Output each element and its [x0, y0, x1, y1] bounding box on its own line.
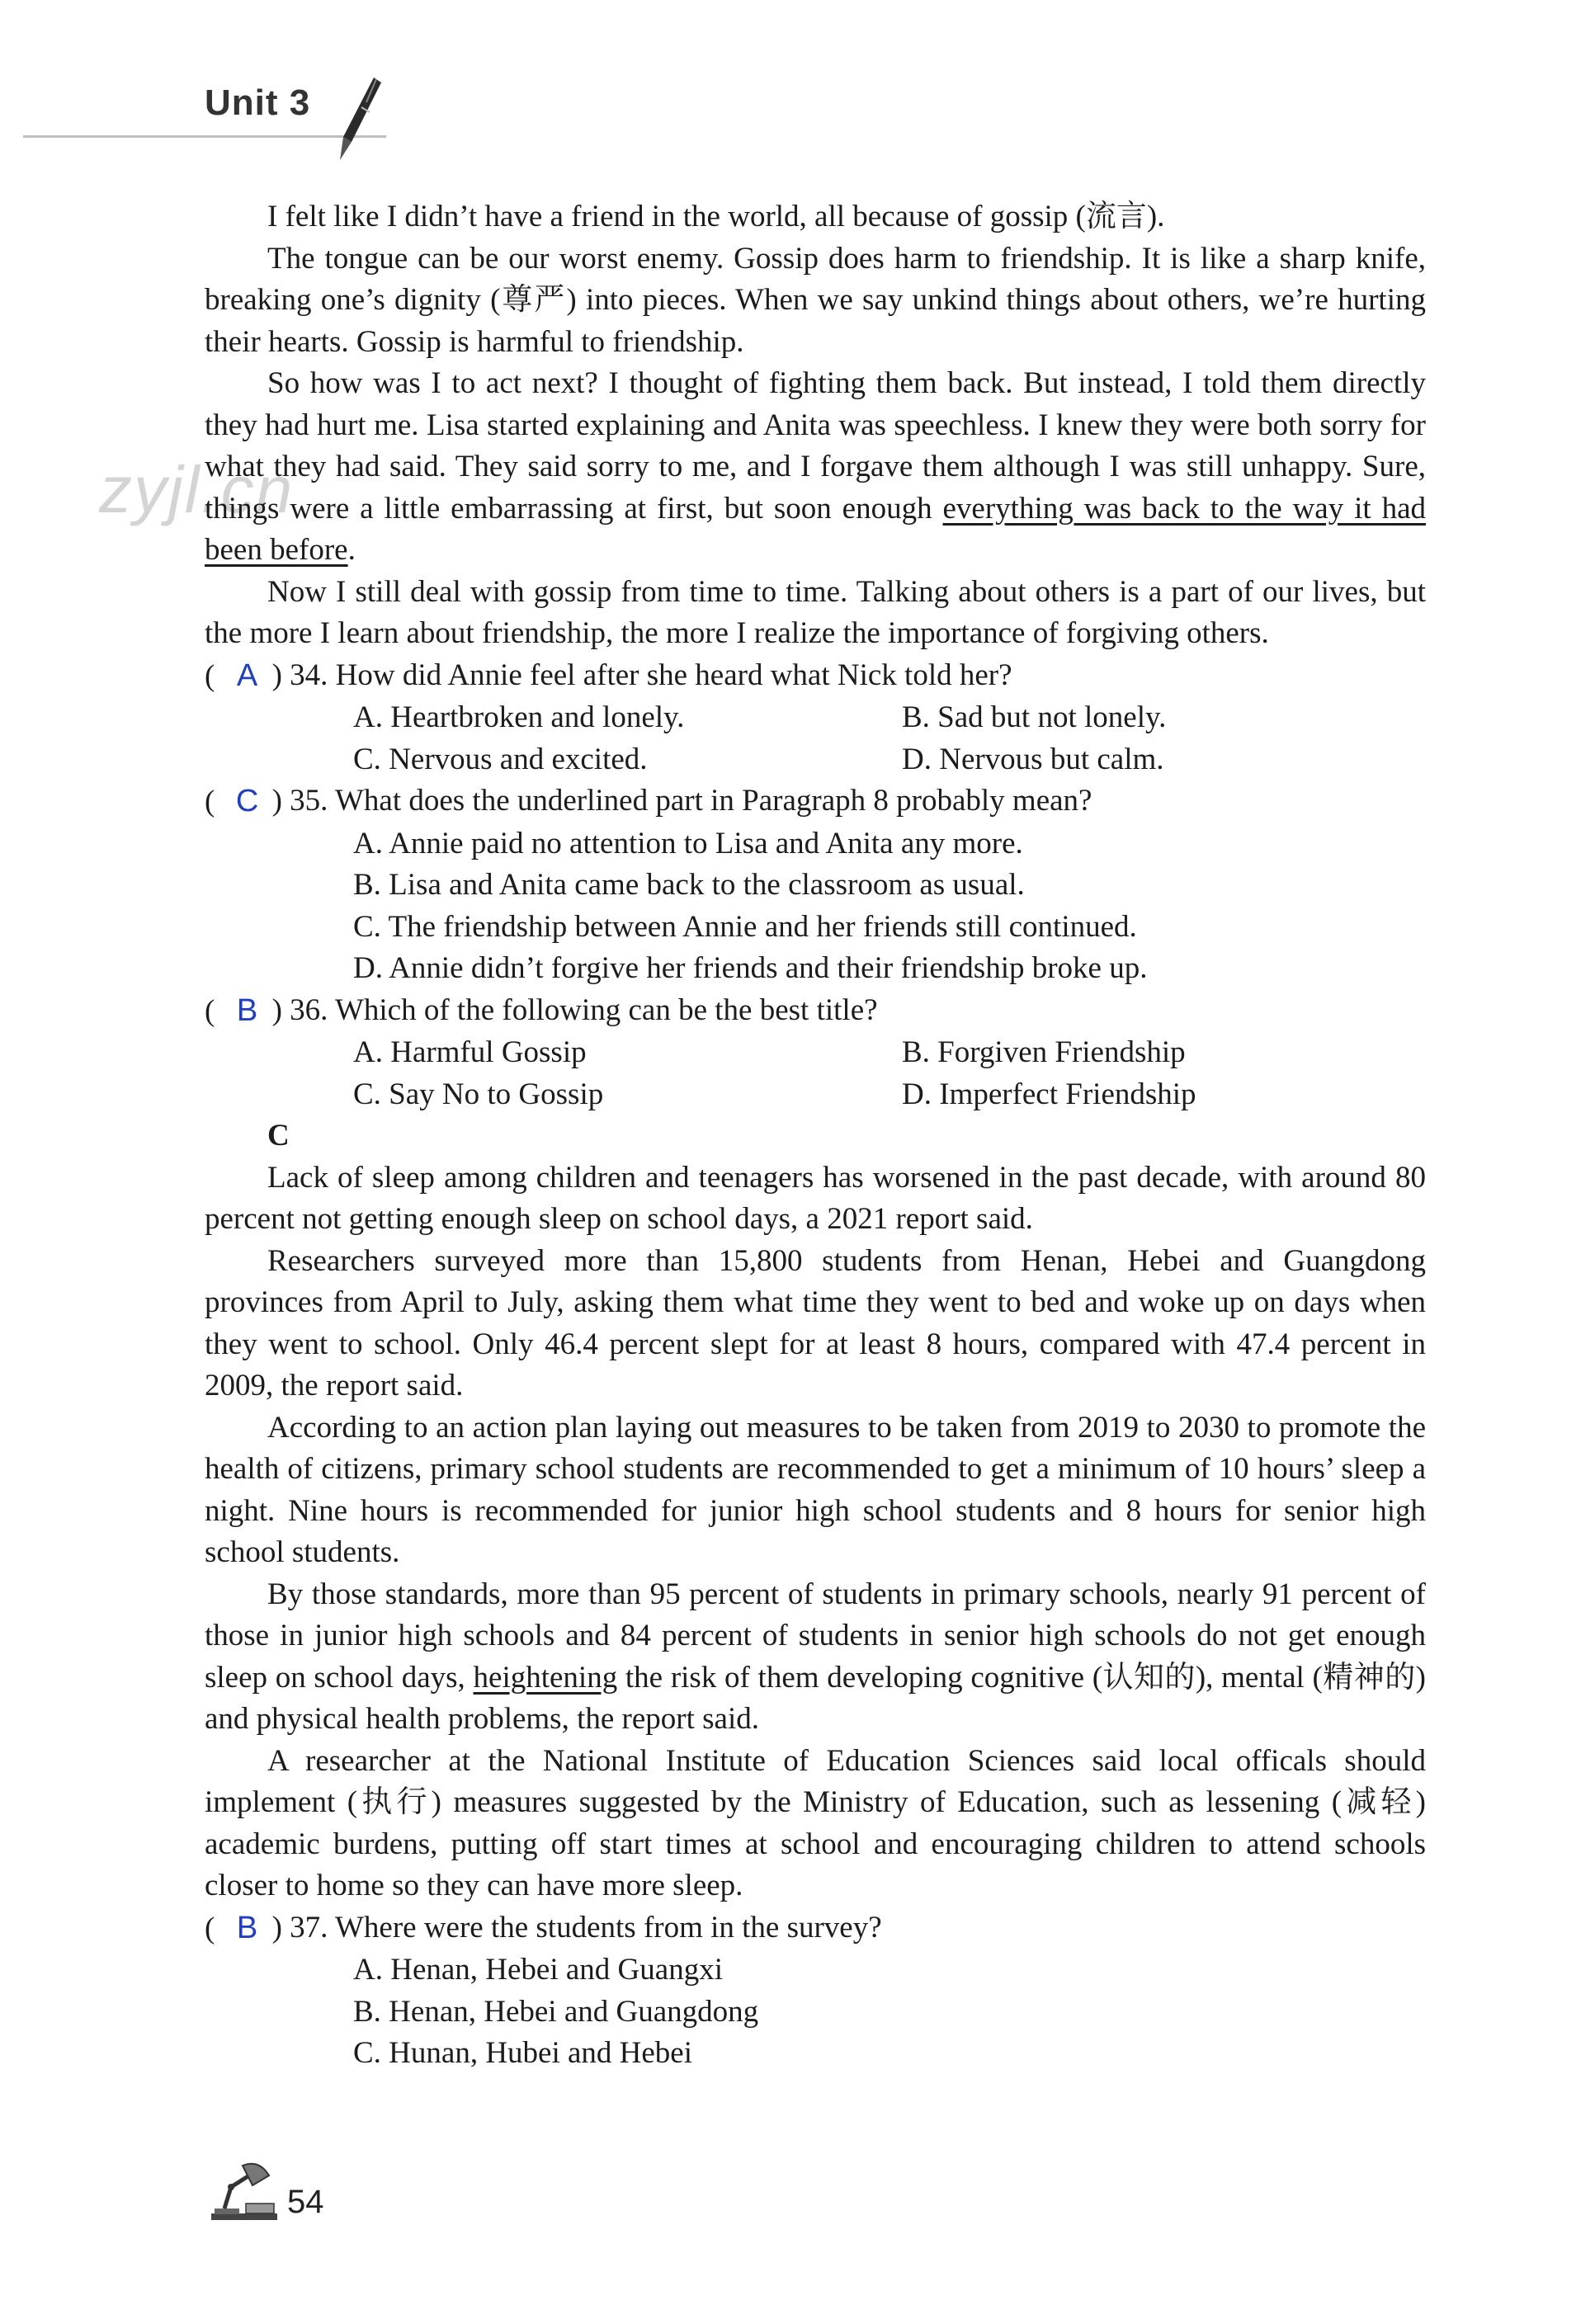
underlined-phrase: everything was back to the way it had been before: [205, 491, 1427, 567]
paragraph-text: By those standards, more than 95 percent of students in primary schools, nearly 91 percent of those in junior high schools and 84 percent of students in senior high schools do not get enough sleep on school days,: [205, 1577, 1426, 1695]
paragraph: [205, 363, 1426, 572]
paragraph: Lack of sleep among children and teenagers has worsened in the past decade, with around 80 percent not getting enough sleep on school days, a 2021 report said.: [205, 1160, 1426, 1236]
answer-bracket: ( C: [205, 780, 272, 823]
option: D. Annie didn’t forgive her friends and their friendship broke up.: [353, 951, 1148, 985]
paragraph: According to an action plan laying out measures to be taken from 2019 to 2030 to promote the health of citizens, primary school students are recommended to get a minimum of 10 hours’ sleep a night. Nine hours is recommended for junior high school students and 8 hours for senior high school students.: [205, 1410, 1426, 1569]
reading-content: [205, 196, 1426, 2075]
option: C. Hunan, Hubei and Hebei: [353, 2036, 693, 2070]
option: C. The friendship between Annie and her friends still continued.: [353, 909, 1137, 944]
option: B. Sad but not lonely.: [902, 700, 1167, 734]
page-header: [0, 49, 429, 148]
answer-bracket: ( A: [205, 655, 272, 698]
options: [353, 823, 1426, 990]
option: A. Annie paid no attention to Lisa and Anita any more.: [353, 826, 1023, 860]
options: [353, 697, 1426, 780]
answer-mark: A: [236, 658, 258, 693]
page-number: 54: [287, 2184, 324, 2220]
question-text: ) 35. What does the underlined part in Paragraph 8 probably mean?: [271, 784, 1092, 818]
option: A. Heartbroken and lonely.: [353, 700, 685, 734]
answer-bracket: ( B: [205, 1907, 272, 1950]
option: C. Say No to Gossip: [353, 1077, 604, 1111]
paragraph: Now I still deal with gossip from time to time. Talking about others is a part of our lives, but the more I learn about friendship, the more I realize the importance of forgiving others.: [205, 574, 1426, 650]
desk-lamp-icon: [206, 2157, 281, 2223]
answer-bracket: ( B: [205, 990, 272, 1033]
answer-mark: C: [235, 784, 259, 818]
question-text: ) 37. Where were the students from in the survey?: [271, 1910, 882, 1945]
option: D. Nervous but calm.: [902, 742, 1164, 776]
pen-icon: [328, 74, 386, 165]
options: [353, 1032, 1426, 1115]
option: A. Henan, Hebei and Guangxi: [353, 1953, 723, 1987]
section-heading: C: [267, 1119, 290, 1153]
option: B. Forgiven Friendship: [902, 1035, 1186, 1069]
paragraph-text: So how was I to act next? I thought of fighting them back. But instead, I told them directly they had hurt me. Lisa started explaining and Anita was speechless. I knew they were both sorry for what they had said. They said sorry to me, and I forgave them although I was still unhappy. Sure, things were a little embarrassing at first, but soon enough: [205, 366, 1426, 526]
option: B. Henan, Hebei and Guangdong: [353, 1994, 759, 2029]
paragraph: I felt like I didn’t have a friend in the world, all because of gossip (流言).: [267, 200, 1165, 233]
paragraph: The tongue can be our worst enemy. Gossip does harm to friendship. It is like a sharp knife, breaking one’s dignity (尊严) into pieces. When we say unkind things about others, we’re hurting their hearts. Gossip is harmful to friendship.: [205, 241, 1426, 359]
question-35: [205, 780, 1426, 990]
page-footer: [206, 2157, 371, 2232]
paragraph: [205, 1574, 1426, 1741]
unit-title: Unit 3: [205, 82, 311, 123]
paragraph: A researcher at the National Institute of Education Sciences said local officals should implement (执行) measures suggested by the Ministry of Education, such as lessening (减轻) academic burdens, putting off start times at school and encouraging children to attend schools closer to home so they can have more sleep.: [205, 1743, 1426, 1902]
paragraph-text: the risk of them developing cognitive (认知的), mental (精神的) and physical health problems, the report said.: [205, 1660, 1426, 1736]
answer-mark: B: [236, 992, 258, 1028]
question-34: [205, 655, 1426, 781]
question-text: ) 36. Which of the following can be the best title?: [271, 992, 878, 1027]
paragraph: Researchers surveyed more than 15,800 students from Henan, Hebei and Guangdong provinces from April to July, asking them what time they went to bed and woke up on days when they went to school. Only 46.4 percent slept for at least 8 hours, compared with 47.4 percent in 2009, the report said.: [205, 1243, 1426, 1402]
option: A. Harmful Gossip: [353, 1035, 587, 1069]
question-36: [205, 990, 1426, 1116]
option: D. Imperfect Friendship: [902, 1077, 1196, 1111]
options: [353, 1949, 1426, 2075]
watermark: zyjl.cn: [99, 453, 295, 526]
answer-mark: B: [236, 1910, 258, 1945]
underlined-word: heightening: [473, 1660, 618, 1695]
option: B. Lisa and Anita came back to the classroom as usual.: [353, 868, 1025, 902]
question-text: ) 34. How did Annie feel after she heard what Nick told her?: [271, 658, 1012, 692]
paragraph-text: .: [347, 533, 356, 567]
question-37: [205, 1907, 1426, 2075]
option: C. Nervous and excited.: [353, 742, 648, 776]
